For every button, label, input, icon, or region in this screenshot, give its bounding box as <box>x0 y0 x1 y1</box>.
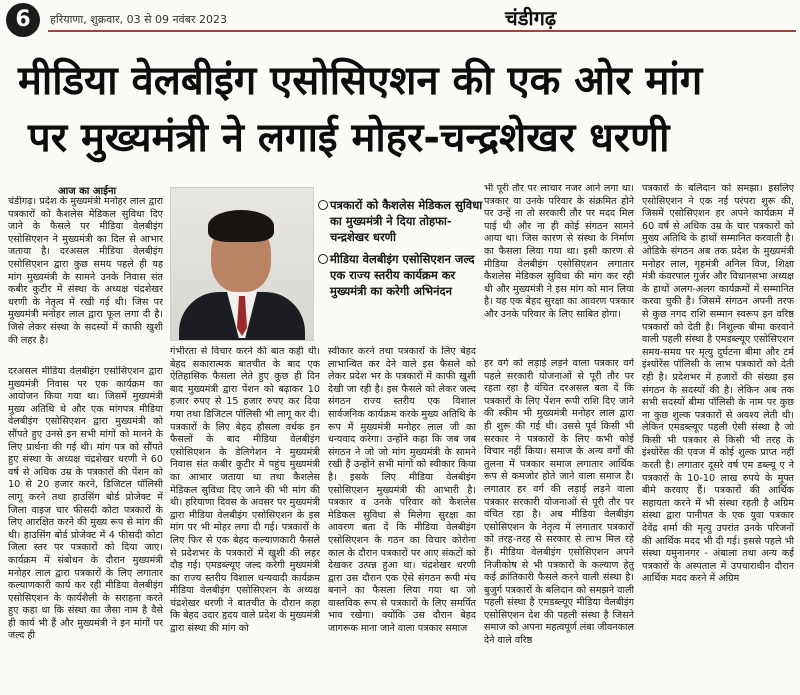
city-name: चंडीगढ़ <box>505 6 557 30</box>
column-4-top <box>484 183 634 322</box>
bullet-icon <box>318 200 328 210</box>
highlight-item <box>318 251 488 299</box>
column-1-top <box>8 196 163 347</box>
dateline: हरियाणा, शुक्रवार, 03 से 09 नवंबर 2023 <box>50 13 228 26</box>
highlight-item <box>318 197 488 245</box>
page-header <box>0 0 800 40</box>
headline-line-2: पर मुख्यमंत्री ने लगाई मोहर-चन्द्रशेखर धरणी <box>28 115 670 161</box>
portrait-photo <box>170 187 314 341</box>
column-3-text: स्वीकार करने तथा पत्रकारों के लिए बेहद लाभान्वित कर देने वाले इस फैसले को लेकर प्रदेश भर के पत्रकारों में काफी खुशी देखी जा रही है। इस फैसले को लेकर जल्द संगठन राज्य स्तरीय एक विशाल सार्वजनिक कार्यक्रम करके मुख्य अतिथि के रूप में मुख्यमंत्री मनोहर लाल जी का धन्यवाद करेगा। उन्होंने कहा कि जब जब संगठन ने जो जो मांग मुख्यमंत्री के सामने रखी हैं उन्होंने सभी मांगों को स्वीकार किया है। इसके लिए मीडिया वेलबीइंग एसोसिएशन मुख्यमंत्री की आभारी है। पत्रकार व उनके परिवार को कैशलेस मेडिकल सुविधा से मिलेगा सुरक्षा का आवरण बता दें कि मीडिया वेलबीइंग एसोसिएशन के गठन का विचार कोरोना काल के दौरान पत्रकारों पर आए संकटों को देखकर उत्पन्न हुआ था। चंद्रशेखर धरणी द्वारा उस दौरान एक ऐसे संगठन रूपी मंच बनाने का फैसला लिया गया था जो वास्तविक रूप से पत्रकारों के लिए समर्पित भाव रखेगा। क्योंकि उस दौरान बेहद जागरूक माना जाने वाला पत्रकार समाज <box>328 346 476 635</box>
column-4-bottom-text: हर वर्ग को लड़ाई लड़ने वाला पत्रकार वर्ग पहले सरकारी योजनाओं से पूरी तौर पर रहता रहा है वंचित दरअसल बता दें कि पत्रकारों के लिए पेंशन रूपी राशि दिए जाने की स्कीम भी मुख्यमंत्री मनोहर लाल द्वारा ही शुरू की गई थी। उससे पूर्व किसी भी सरकार ने पत्रकारों के लिए कभी कोई विचार नहीं किया। समाज के अन्य वर्गों की तुलना में पत्रकार समाज लगातार आर्थिक रूप से कमजोर होते जाने वाला समाज है। लगातार हर वर्ग की लड़ाई लड़ने वाला पत्रकार सरकारी योजनाओं से पूरी तौर पर वंचित रहा है। अब मीडिया वेलबीइंग एसोसिएशन के नेतृत्व में लगातार पत्रकारों को तरह-तरह से सरकार से लाभ मिल रहे हैं। मीडिया वेलबीइंग एसोसिएशन अपने निजीकोष से भी पत्रकारों के कल्याण हेतु कई क्रांतिकारी फैसले करने वाली संस्था है। बुजुर्ग पत्रकारों के बलिदान को समझने वाली पहली संस्था है एमडब्ल्यूए मीडिया वेलबीइंग एसोसिएशन देश की पहली संस्था है जिसने समाज को अपना महत्वपूर्ण लंबा जीवनकाल देने वाले वरिष्ठ <box>484 358 634 647</box>
header-rule <box>48 30 796 32</box>
column-1-bottom-text: दरअसल मीडिया वेलबीइंग एसोसिएशन द्वारा मुख्यमंत्री निवास पर एक कार्यक्रम का आयोजन किया गया था। जिसमें मुख्यमंत्री मुख्य अतिथि थे और एक मांगपत्र मीडिया वेलबीइंग एसोसिएशन द्वारा मुख्यमंत्री को सौंपते हुए उनसे इन सभी मांगों को मानने के लिए प्रार्थना की गई थी। मांग पत्र को सौंपते हुए संस्था के अध्यक्ष चंद्रशेखर धरणी ने 60 वर्ष से अधिक उम्र के पत्रकारों की पेंशन को 10 से 20 हजार करने, डिजिटल पॉलिसी लागू करने तथा हाउसिंग बोर्ड प्रोजेक्ट में जिला वाइज चार फीसदी कोटा पत्रकारों के लिए आरक्षित करने की मुख्य रूप से मांग की थी। हाउसिंग बोर्ड प्रोजेक्ट में 4 फीसदी कोटा जिला स्तर पर पत्रकारों को दिया जाए। कार्यक्रम में संबोधन के दौरान मुख्यमंत्री मनोहर लाल द्वारा पत्रकारों के लिए लगातार कल्याणकारी कार्य कर रही मीडिया वेलबीइंग एसोसिएशन के कार्यशैली के सराहना करते हुए कहा था कि संस्था का जैसा नाम है वैसे ही कार्य भी हैं और मुख्यमंत्री ने इन मांगों पर जल्द ही <box>8 366 163 642</box>
headline-line-1: मीडिया वेलबीइंग एसोसिएशन की एक ओर मांग <box>18 58 703 104</box>
column-5-text: पत्रकारों के बलिदान को समझा। इसलिए एसोसिएशन ने एक नई परंपरा शुरू की, जिसमें एसोसिएशन हर अपने कार्यक्रम में 60 वर्ष से अधिक उम्र के चार पत्रकारों को मुख्य अतिथि के हाथों सम्मानित करवाती है। ओडिके संगठन अब तक प्रदेश के मुख्यमंत्री मनोहर लाल, गृहमंत्री अनिल विज, शिक्षा मंत्री कंवरपाल गुर्जर और विधानसभा अध्यक्ष के हाथों अलग-अलग कार्यक्रमों में सम्मानित करवा चुकी है। जिसमें संगठन अपनी तरफ से कुछ नगद राशि सम्मान स्वरूप इन वरिष्ठ पत्रकारों को देती है। निशुल्क बीमा करवाने वाली पहली संस्था है एमडब्ल्यूए एसोसिएशन समय-समय पर मृत्यु दुर्घटना बीमा और टर्म इंश्योरेंस पॉलिसी के लाभ पत्रकारों को देती रही है। प्रदेशभर में हजारों की संख्या इस संगठन के सदस्यों की है। लेकिन अब तक सभी सदस्यों बीमा पॉलिसी के नाम पर कुछ ना कुछ शुल्क पत्रकारों से अवश्य लेती थी। लेकिन एमडब्ल्यूए पहली ऐसी संस्था है जो किसी भी पत्रकार से किसी भी तरह के इंश्योरेंस की एवज में कोई शुल्क प्राप्त नहीं करती है। लगातार दूसरे वर्ष एम डब्ल्यू ए ने पत्रकारों के 10-10 लाख रुपये के मुफ्त बीमे करवाए हैं। पत्रकारों की आर्थिक सहायता करने में भी संस्था रहती है अग्रिम संस्था द्वारा पानीपत के एक युवा पत्रकार देवेंद्र शर्मा की मृत्यु उपरांत उनके परिजनों की आर्थिक मदद भी दी गई। इससे पहले भी संस्था यमुनानगर - अंबाला तथा अन्य कई पत्रकारों के अस्पताल में उपचाराधीन दौरान आर्थिक मदद करने में अग्रिम <box>642 183 794 585</box>
page-number: 6 <box>6 3 40 37</box>
hair-shape <box>208 210 274 242</box>
column-2-text: गंभीरता से विचार करने की बात कही थी। बेहद सकारात्मक बातचीत के बाद एक ऐतिहासिक फैसला लेते हुए कुछ ही दिन बाद मुख्यमंत्री द्वारा पेंशन को बढ़ाकर 10 हजार रुपए से 15 हजार रुपए कर दिया गया तथा डिजिटल पॉलिसी भी लागू कर दी। पत्रकारों के लिए बेहद हौसला वर्धक इन फैसलों के बाद मीडिया वेलबीइंग एसोसिएशन के डेलिगेशन ने मुख्यमंत्री निवास संत कबीर कुटीर में पहुंच मुख्यमंत्री का आभार जताया था तथा कैशलेस मेडिकल सुविधा दिए जाने की भी मांग की थी। हरियाणा दिवस के अवसर पर मुख्यमंत्री द्वारा मीडिया वेलबीइंग एसोसिएशन के इस मांग पर भी मोहर लगा दी गई। पत्रकारों के लिए फिर से एक बेहद कल्याणकारी फैसले से प्रदेशभर के पत्रकारों में खुशी की लहर दौड़ गई। एमडब्ल्यूए जल्द करेगी मुख्यमंत्री का राज्य स्तरीय विशाल धन्यवादी कार्यक्रम मीडिया वेलबीइंग एसोसिएशन के अध्यक्ष चंद्रशेखर धरणी ने बातचीत के दौरान कहा कि बेहद उदार हृदय वाले प्रदेश के मुख्यमंत्री द्वारा संस्था की मांग को <box>170 346 320 635</box>
highlight-text: पत्रकारों को कैशलेस मेडिकल सुविधा का मुख्यमंत्री ने दिया तोहफा-चन्द्रशेखर धरणी <box>330 198 483 244</box>
column-4-top-text: भी पूरी तौर पर लाचार नजर आने लगा था। पत्रकार या उनके परिवार के संक्रमित होने पर उन्हें ना तो सरकारी तौर पर मदद मिल पाई थी और ना ही कोई संगठन सामने आया था। जिस कारण से संस्था के निर्माण का फैसला लिया गया था। इसी कारण से मीडिया वेलबीइंग एसोसिएशन लगातार कैशलेस मेडिकल सुविधा की मांग कर रही थी और मुख्यमंत्री ने इस मांग को मान लिया है। यह एक बेहद सुरक्षा का आवरण पत्रकार और उनके परिवार के लिए साबित होगा। <box>484 183 634 320</box>
byline: आज का आईना <box>58 186 117 197</box>
column-3 <box>328 346 476 636</box>
column-1-bottom <box>8 366 163 643</box>
column-2 <box>170 346 320 636</box>
column-5 <box>642 183 794 586</box>
bullet-icon <box>318 254 328 264</box>
column-4-bottom <box>484 358 634 648</box>
highlight-text: मीडिया वेलबीइंग एसोसिएशन जल्द एक राज्य स्तरीय कार्यक्रम कर मुख्यमंत्री का करेगी अभिनंदन <box>330 252 475 298</box>
highlight-box <box>318 197 488 305</box>
column-1-top-text: चंडीगढ़। प्रदेश के मुख्यमंत्री मनोहर लाल द्वारा पत्रकारों को कैशलेस मेडिकल सुविधा दिए जाने के फैसले पर मीडिया वेलबीइंग एसोसिएशन ने मुख्यमंत्री का दिल से आभार जताया है। दरअसल मीडिया वेलबीइंग एसोसिएशन द्वारा कुछ समय पहले ही यह मांग मुख्यमंत्री के सामने उनके निवास संत कबीर कुटीर में संस्था के अध्यक्ष चंद्रशेखर धरणी के नेतृत्व में रखी गई थी। जिस पर मुख्यमंत्री मनोहर लाल द्वारा फूल लगा दी है। जिसे लेकर संस्था के सदस्यों में काफी खुशी की लहर है। <box>8 196 163 346</box>
